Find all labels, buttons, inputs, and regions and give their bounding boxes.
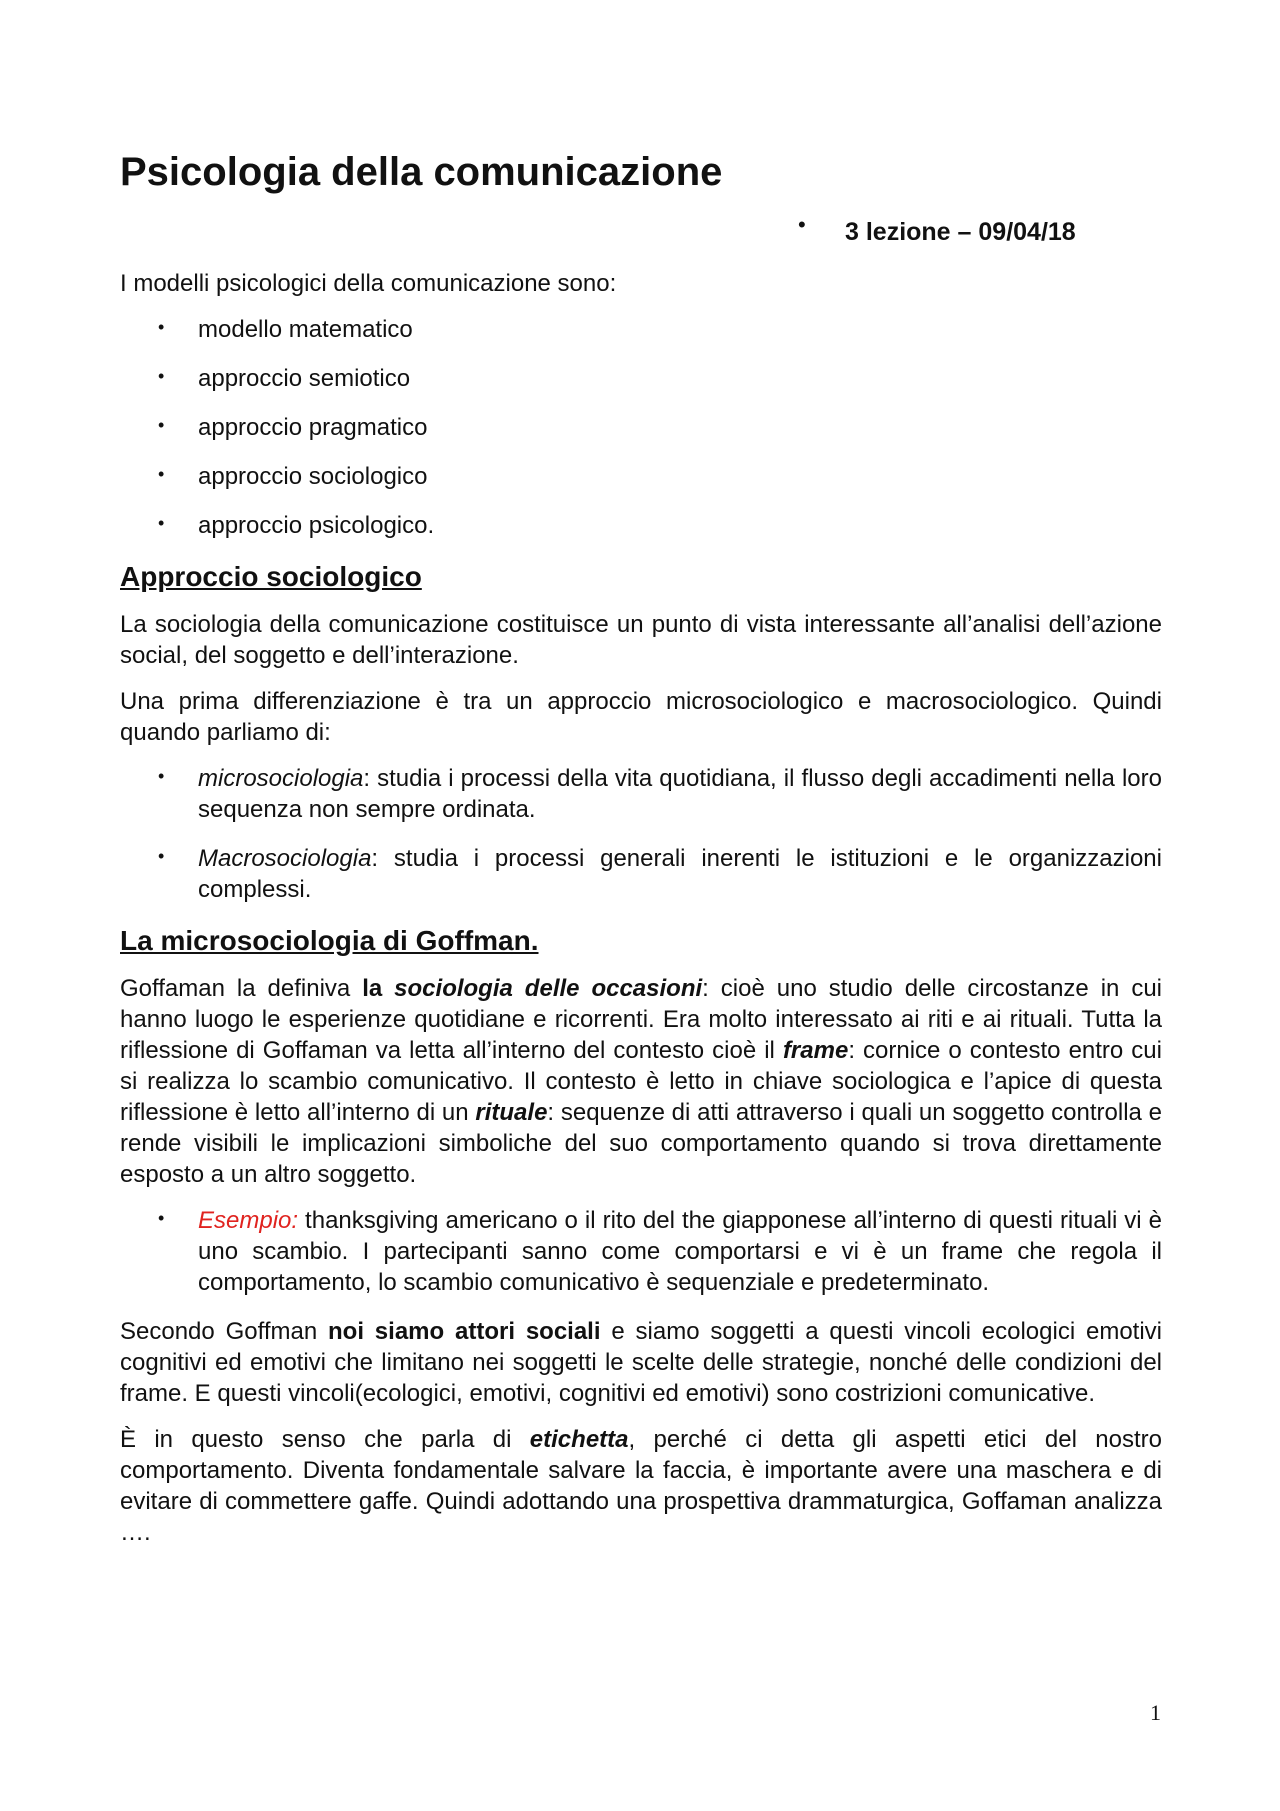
document-body <box>120 268 1162 1563</box>
example-list <box>120 1205 1162 1298</box>
bullet-icon: • <box>158 766 165 786</box>
list-item: • approccio sociologico <box>120 461 1162 492</box>
list-item: • approccio pragmatico <box>120 412 1162 443</box>
paragraph: È in questo senso che parla di etichetta, perché ci detta gli aspetti etici del nostro comportamento. Diventa fondamentale salvare la faccia, è importante avere una maschera e di evitare di commettere gaffe. Quindi adottando una prospettiva drammaturgica, Goffaman analizza …. <box>120 1426 1162 1546</box>
page-number: 1 <box>1150 1700 1161 1725</box>
intro-paragraph: I modelli psicologici della comunicazione sono: <box>120 270 617 297</box>
sociology-list <box>120 763 1162 905</box>
list-item: • Macrosociologia: studia i processi generali inerenti le istituzioni e le organizzazioni complessi. <box>120 843 1162 905</box>
bullet-icon: • <box>158 846 165 866</box>
section-heading-sociologico: Approccio sociologico <box>120 561 422 592</box>
list-item: • approccio semiotico <box>120 363 1162 394</box>
bullet-icon: • <box>158 415 165 435</box>
list-item: • Esempio: thanksgiving americano o il rito del the giapponese all’interno di questi rituali vi è uno scambio. I partecipanti sanno come comportarsi e vi è un frame che regola il comportamento, lo scambio comunicativo è sequenziale e predeterminato. <box>120 1205 1162 1298</box>
document-title: Psicologia della comunicazione <box>120 150 723 194</box>
bullet-icon: • <box>158 464 165 484</box>
bullet-icon: • <box>158 366 165 386</box>
list-item: • modello matematico <box>120 314 1162 345</box>
bullet-icon: • <box>158 513 165 533</box>
lesson-label: 3 lezione – 09/04/18 <box>845 218 1076 246</box>
bullet-icon: • <box>158 317 165 337</box>
bullet-icon: • <box>798 212 806 237</box>
list-item: • microsociologia: studia i processi della vita quotidiana, il flusso degli accadimenti nella loro sequenza non sempre ordinata. <box>120 763 1162 825</box>
paragraph: Secondo Goffman noi siamo attori sociali e siamo soggetti a questi vincoli ecologici emotivi cognitivi ed emotivi che limitano nei soggetti le scelte delle strategie, nonché delle condizioni del frame. E questi vincoli(ecologici, emotivi, cognitivi ed emotivi) sono costrizioni comunicative. <box>120 1318 1163 1407</box>
document-page <box>120 0 1162 1811</box>
section-heading-goffman: La microsociologia di Goffman. <box>120 925 539 956</box>
paragraph: La sociologia della comunicazione costituisce un punto di vista interessante all’analisi dell’azione social, del soggetto e dell’interazione. <box>120 611 1162 669</box>
bullet-icon: • <box>158 1208 165 1228</box>
paragraph: Goffaman la definiva la sociologia delle occasioni: cioè uno studio delle circostanze in cui hanno luogo le esperienze quotidiane e ricorrenti. Era molto interessato ai riti e ai rituali. Tutta la riflessione di Goffaman va letta all’interno del contesto cioè il frame: cornice o contesto entro cui si realizza lo scambio comunicativo. Il contesto è letto in chiave sociologica e l’apice di questa riflessione è letto all’interno di un rituale: sequenze di atti attraverso i quali un soggetto controlla e rende visibili le implicazioni simboliche del suo comportamento quando si trova direttamente esposto a un altro soggetto. <box>120 975 1163 1188</box>
paragraph: Una prima differenziazione è tra un approccio microsociologico e macrosociologico. Quindi quando parliamo di: <box>120 688 1162 746</box>
models-list <box>120 314 1162 541</box>
list-item: • approccio psicologico. <box>120 510 1162 541</box>
example-label: Esempio: <box>198 1207 299 1234</box>
